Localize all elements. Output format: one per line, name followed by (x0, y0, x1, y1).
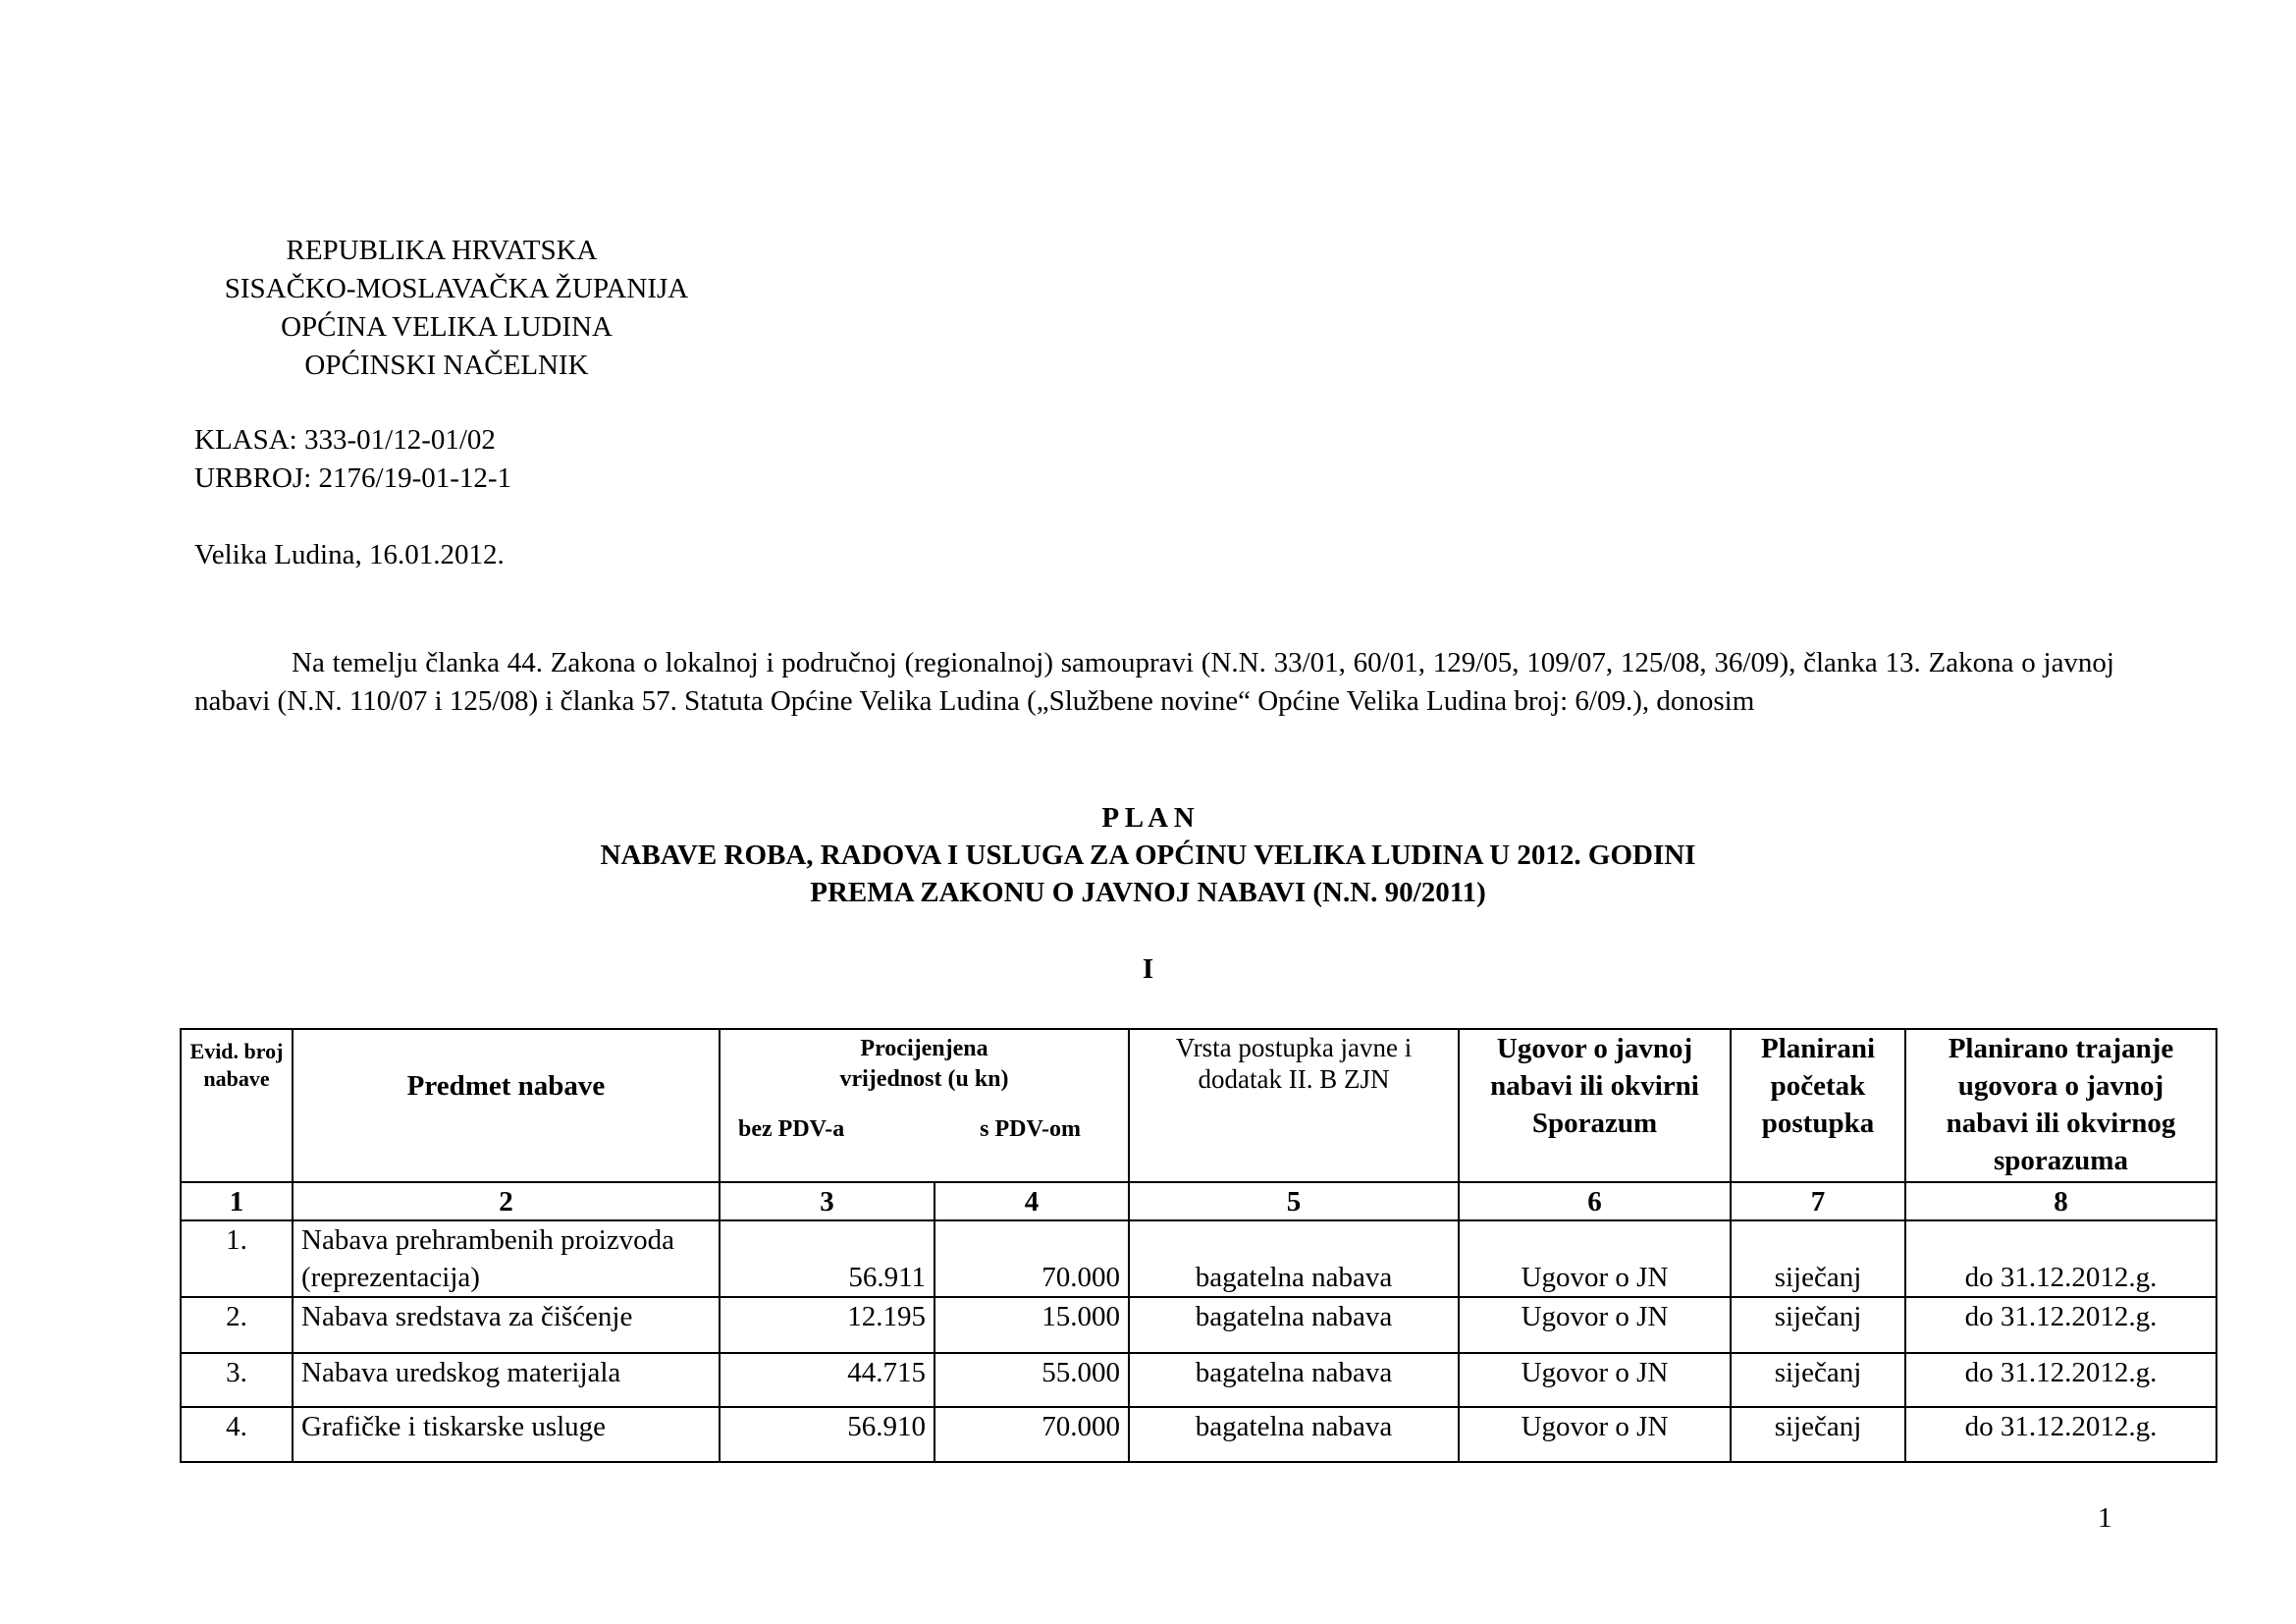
cell-trajanje: do 31.12.2012.g. (1905, 1407, 2216, 1462)
table-row (181, 1297, 2216, 1353)
cell-pocetak: siječanj (1731, 1220, 1905, 1297)
header-bez-pdv: bez PDV-a (738, 1116, 845, 1142)
table-row (181, 1353, 2216, 1407)
header-s-pdv: s PDV-om (980, 1116, 1081, 1142)
header-evid: Evid. broj nabave (181, 1029, 293, 1182)
cell-pocetak: siječanj (1731, 1353, 1905, 1407)
cell-ugovor: Ugovor o JN (1459, 1353, 1731, 1407)
issuer-header (147, 232, 766, 385)
header-line: OPĆINA VELIKA LUDINA (281, 311, 613, 343)
header-predmet: Predmet nabave (293, 1029, 720, 1182)
plan-title: P L A N (1101, 802, 1195, 834)
plan-subtitle: NABAVE ROBA, RADOVA I USLUGA ZA OPĆINU VELIKA LUDINA U 2012. GODINI (600, 839, 1696, 871)
table-row (181, 1220, 2216, 1297)
header-ugovor: Ugovor o javnoj nabavi ili okvirni Sporazum (1459, 1029, 1731, 1182)
cell-ugovor: Ugovor o JN (1459, 1407, 1731, 1462)
cell-no: 2. (181, 1297, 293, 1353)
cell-bez-pdv: 56.910 (720, 1407, 934, 1462)
cell-trajanje: do 31.12.2012.g. (1905, 1297, 2216, 1353)
header-procijenjena-label: Procijenjena vrijednost (u kn) (839, 1036, 1009, 1092)
cell-bez-pdv: 44.715 (720, 1353, 934, 1407)
header-procijenjena (720, 1029, 1129, 1182)
cell-ugovor: Ugovor o JN (1459, 1220, 1731, 1297)
cell-s-pdv: 15.000 (934, 1297, 1129, 1353)
intro-paragraph: Na temelju članka 44. Zakona o lokalnoj i područnoj (regionalnoj) samoupravi (N.N. 33/01, 60/01, 129/05, 109/07, 125/08, 36/09), članka 13. Zakona o javnoj nabavi (N.N. 110/07 i 125/08) i članka 57. Statuta Općine Velika Ludina („Službene novine“ Općine Velika Ludina broj: 6/09.), donosim (194, 647, 2114, 717)
header-line: OPĆINSKI NAČELNIK (304, 350, 589, 381)
cell-s-pdv: 70.000 (934, 1407, 1129, 1462)
cell-trajanje: do 31.12.2012.g. (1905, 1353, 2216, 1407)
cell-no: 4. (181, 1407, 293, 1462)
header-line: REPUBLIKA HRVATSKA (286, 235, 598, 266)
header-trajanje: Planirano trajanje ugovora o javnoj nabavi ili okvirnog sporazuma (1905, 1029, 2216, 1182)
procurement-table (180, 1028, 2217, 1463)
column-number: 7 (1731, 1182, 1905, 1220)
header-pocetak: Planirani početak postupka (1731, 1029, 1905, 1182)
cell-predmet: Nabava prehrambenih proizvoda (reprezentacija) (293, 1220, 720, 1297)
cell-bez-pdv: 12.195 (720, 1297, 934, 1353)
page-number: 1 (2098, 1502, 2112, 1534)
cell-predmet: Grafičke i tiskarske usluge (293, 1407, 720, 1462)
urbroj: URBROJ: 2176/19-01-12-1 (194, 462, 512, 494)
cell-predmet: Nabava sredstava za čišćenje (293, 1297, 720, 1353)
header-line: SISAČKO-MOSLAVAČKA ŽUPANIJA (224, 273, 689, 304)
column-number: 8 (1905, 1182, 2216, 1220)
cell-vrsta: bagatelna nabava (1129, 1353, 1459, 1407)
column-number: 4 (934, 1182, 1129, 1220)
column-number: 3 (720, 1182, 934, 1220)
cell-vrsta: bagatelna nabava (1129, 1407, 1459, 1462)
table-row (181, 1407, 2216, 1462)
cell-vrsta: bagatelna nabava (1129, 1220, 1459, 1297)
column-number: 6 (1459, 1182, 1731, 1220)
header-vrsta: Vrsta postupka javne i dodatak II. B ZJN (1129, 1029, 1459, 1182)
cell-s-pdv: 70.000 (934, 1220, 1129, 1297)
place-date: Velika Ludina, 16.01.2012. (194, 539, 505, 570)
cell-no: 3. (181, 1353, 293, 1407)
cell-trajanje: do 31.12.2012.g. (1905, 1220, 2216, 1297)
cell-pocetak: siječanj (1731, 1297, 1905, 1353)
cell-vrsta: bagatelna nabava (1129, 1297, 1459, 1353)
cell-ugovor: Ugovor o JN (1459, 1297, 1731, 1353)
column-number: 5 (1129, 1182, 1459, 1220)
cell-pocetak: siječanj (1731, 1407, 1905, 1462)
column-number: 2 (293, 1182, 720, 1220)
column-number: 1 (181, 1182, 293, 1220)
cell-no: 1. (181, 1220, 293, 1297)
cell-predmet: Nabava uredskog materijala (293, 1353, 720, 1407)
cell-bez-pdv: 56.911 (720, 1220, 934, 1297)
section-number: I (1142, 953, 1154, 985)
plan-subtitle-law: PREMA ZAKONU O JAVNOJ NABAVI (N.N. 90/2011) (810, 877, 1486, 908)
klasa: KLASA: 333-01/12-01/02 (194, 424, 496, 456)
cell-s-pdv: 55.000 (934, 1353, 1129, 1407)
